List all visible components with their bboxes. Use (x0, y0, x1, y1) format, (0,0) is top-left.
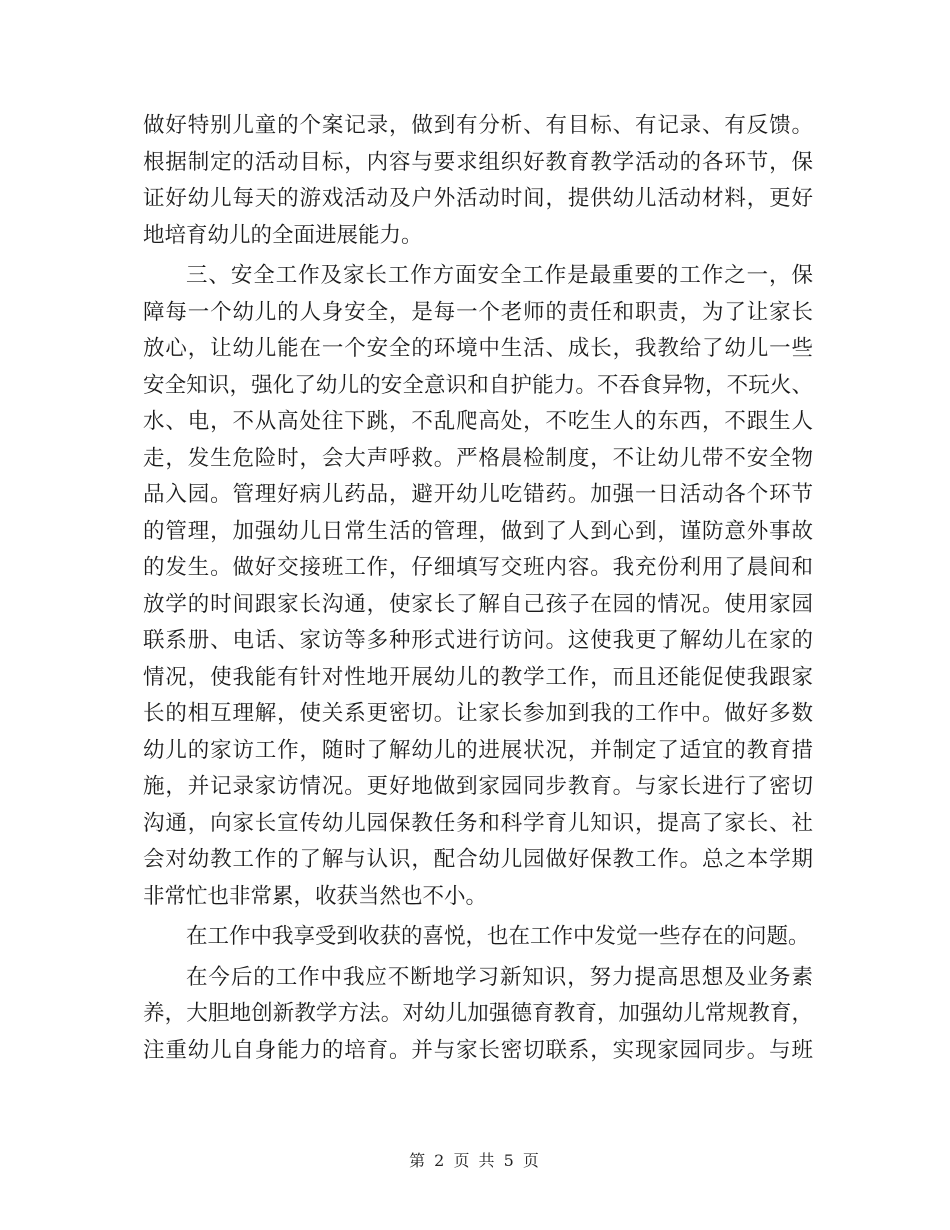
text-line: 在工作中我享受到收获的喜悦，也在工作中发觉一些存在的问题。 (186, 924, 810, 949)
text-line: 长的相互理解，使关系更密切。让家长参加到我的工作中。做好多数 (143, 701, 813, 726)
page-number-footer: 第 2 页 共 5 页 (409, 1151, 541, 1170)
text-line: 会对幼教工作的了解与认识，配合幼儿园做好保教工作。总之本学期 (143, 847, 813, 872)
text-line: 安全知识，强化了幼儿的安全意识和自护能力。不吞食异物，不玩火、 (143, 372, 813, 398)
text-line: 走，发生危险时，会大声呼救。严格晨检制度，不让幼儿带不安全物 (143, 445, 813, 471)
text-line: 非常忙也非常累，收获当然也不小。 (143, 883, 488, 909)
text-line: 注重幼儿自身能力的培育。并与家长密切联系，实现家园同步。与班 (143, 1037, 813, 1063)
text-line: 幼儿的家访工作，随时了解幼儿的进展状况，并制定了适宜的教育措 (143, 737, 813, 763)
text-line: 沟通，向家长宣传幼儿园保教任务和科学育儿知识，提高了家长、社 (143, 810, 813, 836)
text-line: 障每一个幼儿的人身安全，是每一个老师的责任和职责，为了让家长 (143, 299, 813, 325)
paragraph-4 (143, 960, 813, 1070)
text-line: 水、电，不从高处往下跳，不乱爬高处，不吃生人的东西，不跟生人 (143, 409, 813, 434)
text-line: 联系册、电话、家访等多种形式进行访问。这使我更了解幼儿在家的 (143, 628, 813, 653)
text-line: 放心，让幼儿能在一个安全的环境中生活、成长，我教给了幼儿一些 (143, 336, 813, 361)
text-line: 施，并记录家访情况。更好地做到家园同步教育。与家长进行了密切 (143, 774, 813, 799)
text-line: 证好幼儿每天的游戏活动及户外活动时间，提供幼儿活动材料，更好 (143, 186, 813, 211)
text-line: 地培育幼儿的全面进展能力。 (143, 222, 423, 248)
paragraph-2 (143, 258, 813, 915)
text-line: 情况，使我能有针对性地开展幼儿的教学工作，而且还能促使我跟家 (143, 664, 813, 690)
text-line: 三、安全工作及家长工作方面安全工作是最重要的工作之一，保 (186, 263, 813, 288)
text-line: 在今后的工作中我应不断地学习新知识，努力提高思想及业务素 (186, 964, 813, 990)
text-line: 养，大胆地创新教学方法。对幼儿加强德育教育，加强幼儿常规教育， (143, 1001, 813, 1026)
text-line: 的发生。做好交接班工作，仔细填写交班内容。我充份利用了晨间和 (143, 555, 813, 580)
text-line: 放学的时间跟家长沟通，使家长了解自己孩子在园的情况。使用家园 (143, 591, 813, 617)
text-line: 做好特别儿童的个案记录，做到有分析、有目标、有记录、有反馈。 (143, 113, 813, 138)
paragraph-1 (143, 108, 813, 254)
document-body (143, 108, 813, 1069)
text-line: 的管理，加强幼儿日常生活的管理，做到了人到心到，谨防意外事故 (143, 518, 813, 544)
text-line: 品入园。管理好病儿药品，避开幼儿吃错药。加强一日活动各个环节 (143, 482, 813, 507)
text-line: 根据制定的活动目标，内容与要求组织好教育教学活动的各环节，保 (143, 149, 813, 175)
paragraph-3 (143, 919, 813, 956)
